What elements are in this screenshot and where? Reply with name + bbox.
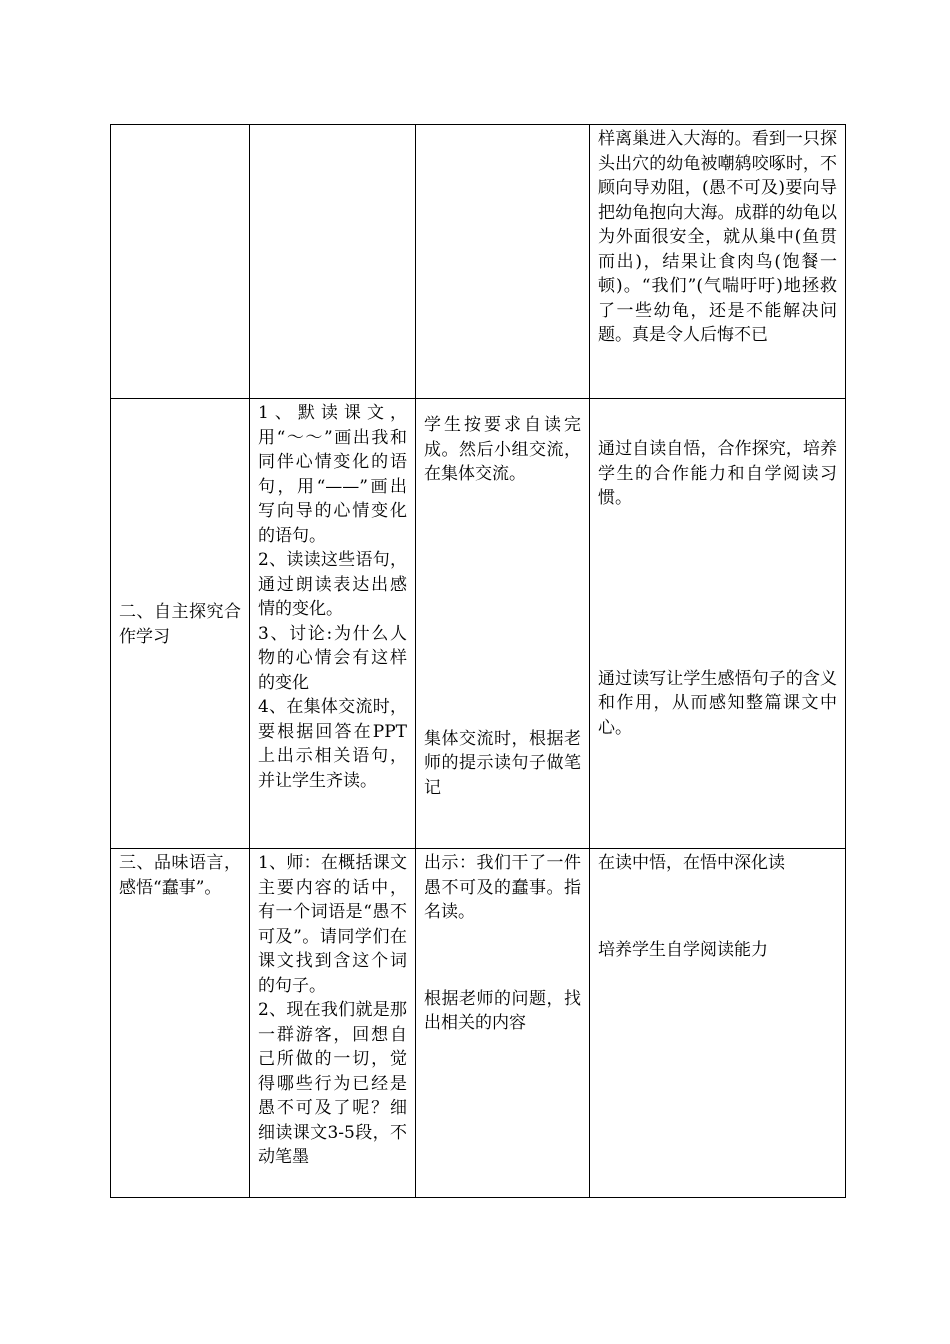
cell-text: 培养学生自学阅读能力 [598, 939, 768, 960]
teacher-activity-cell [250, 849, 416, 1198]
cell-text: 通过读写让学生感悟句子的含义和作用，从而感知整篇课文中心。 [598, 668, 837, 738]
table-cell [590, 125, 846, 399]
cell-text: 出示：我们干了一件愚不可及的蠢事。指名读。 [424, 853, 581, 922]
table-cell [250, 125, 416, 399]
cell-text: 通过自读自悟，合作探究，培养学生的合作能力和自学阅读习惯。 [598, 439, 837, 508]
design-intent-cell [590, 399, 846, 849]
list-item: 2、读读这些语句，通过朗读表达出感情的变化。 [258, 550, 407, 619]
list-item: 1、师：在概括课文主要内容的话中，有一个词语是“愚不可及”。请同学们在课文找到含这个词的句子。 [258, 853, 407, 996]
section-title: 二、自主探究合作学习 [119, 602, 241, 647]
cell-text: 根据老师的问题，找出相关的内容 [424, 988, 581, 1033]
section-title-cell [111, 399, 250, 849]
table-row [111, 125, 846, 399]
lesson-plan-table [110, 124, 846, 1198]
table-cell [111, 125, 250, 399]
table-row [111, 849, 846, 1198]
list-item: 3、讨论:为什么人物的心情会有这样的变化 [258, 623, 407, 693]
list-item: 2、现在我们就是那一群游客，回想自己所做的一切，觉得哪些行为已经是愚不可及了呢？细细读课文3-5段，不动笔墨 [258, 1000, 407, 1167]
list-item: 4、在集体交流时，要根据回答在PPT上出示相关语句，并让学生齐读。 [258, 697, 407, 791]
cell-text: 学生按要求自读完成。然后小组交流，在集体交流。 [424, 415, 581, 484]
student-activity-cell [416, 849, 590, 1198]
table-cell [416, 125, 590, 399]
cell-text: 样离巢进入大海的。看到一只探头出穴的幼龟被嘲鸫咬啄时，不顾向导劝阻，(愚不可及)要向导把幼龟抱向大海。成群的幼龟以为外面很安全，就从巢中(鱼贯而出)，结果让食肉鸟(饱餐一顿)。“我们”(气喘吁吁)地拯救了一些幼龟，还是不能解决问题。真是令人后悔不已 [598, 129, 837, 345]
teacher-activity-cell [250, 399, 416, 849]
cell-text: 在读中悟，在悟中深化读 [598, 853, 785, 873]
section-title-cell [111, 849, 250, 1198]
student-activity-cell [416, 399, 590, 849]
cell-text: 集体交流时，根据老师的提示读句子做笔记 [424, 728, 581, 798]
table-row [111, 399, 846, 849]
section-title: 三、品味语言，感悟“蠢事”。 [119, 853, 241, 898]
design-intent-cell [590, 849, 846, 1198]
list-item: 1、默读课文，用“～～”画出我和同伴心情变化的语句，用“——”画出写向导的心情变化的语句。 [258, 403, 407, 546]
